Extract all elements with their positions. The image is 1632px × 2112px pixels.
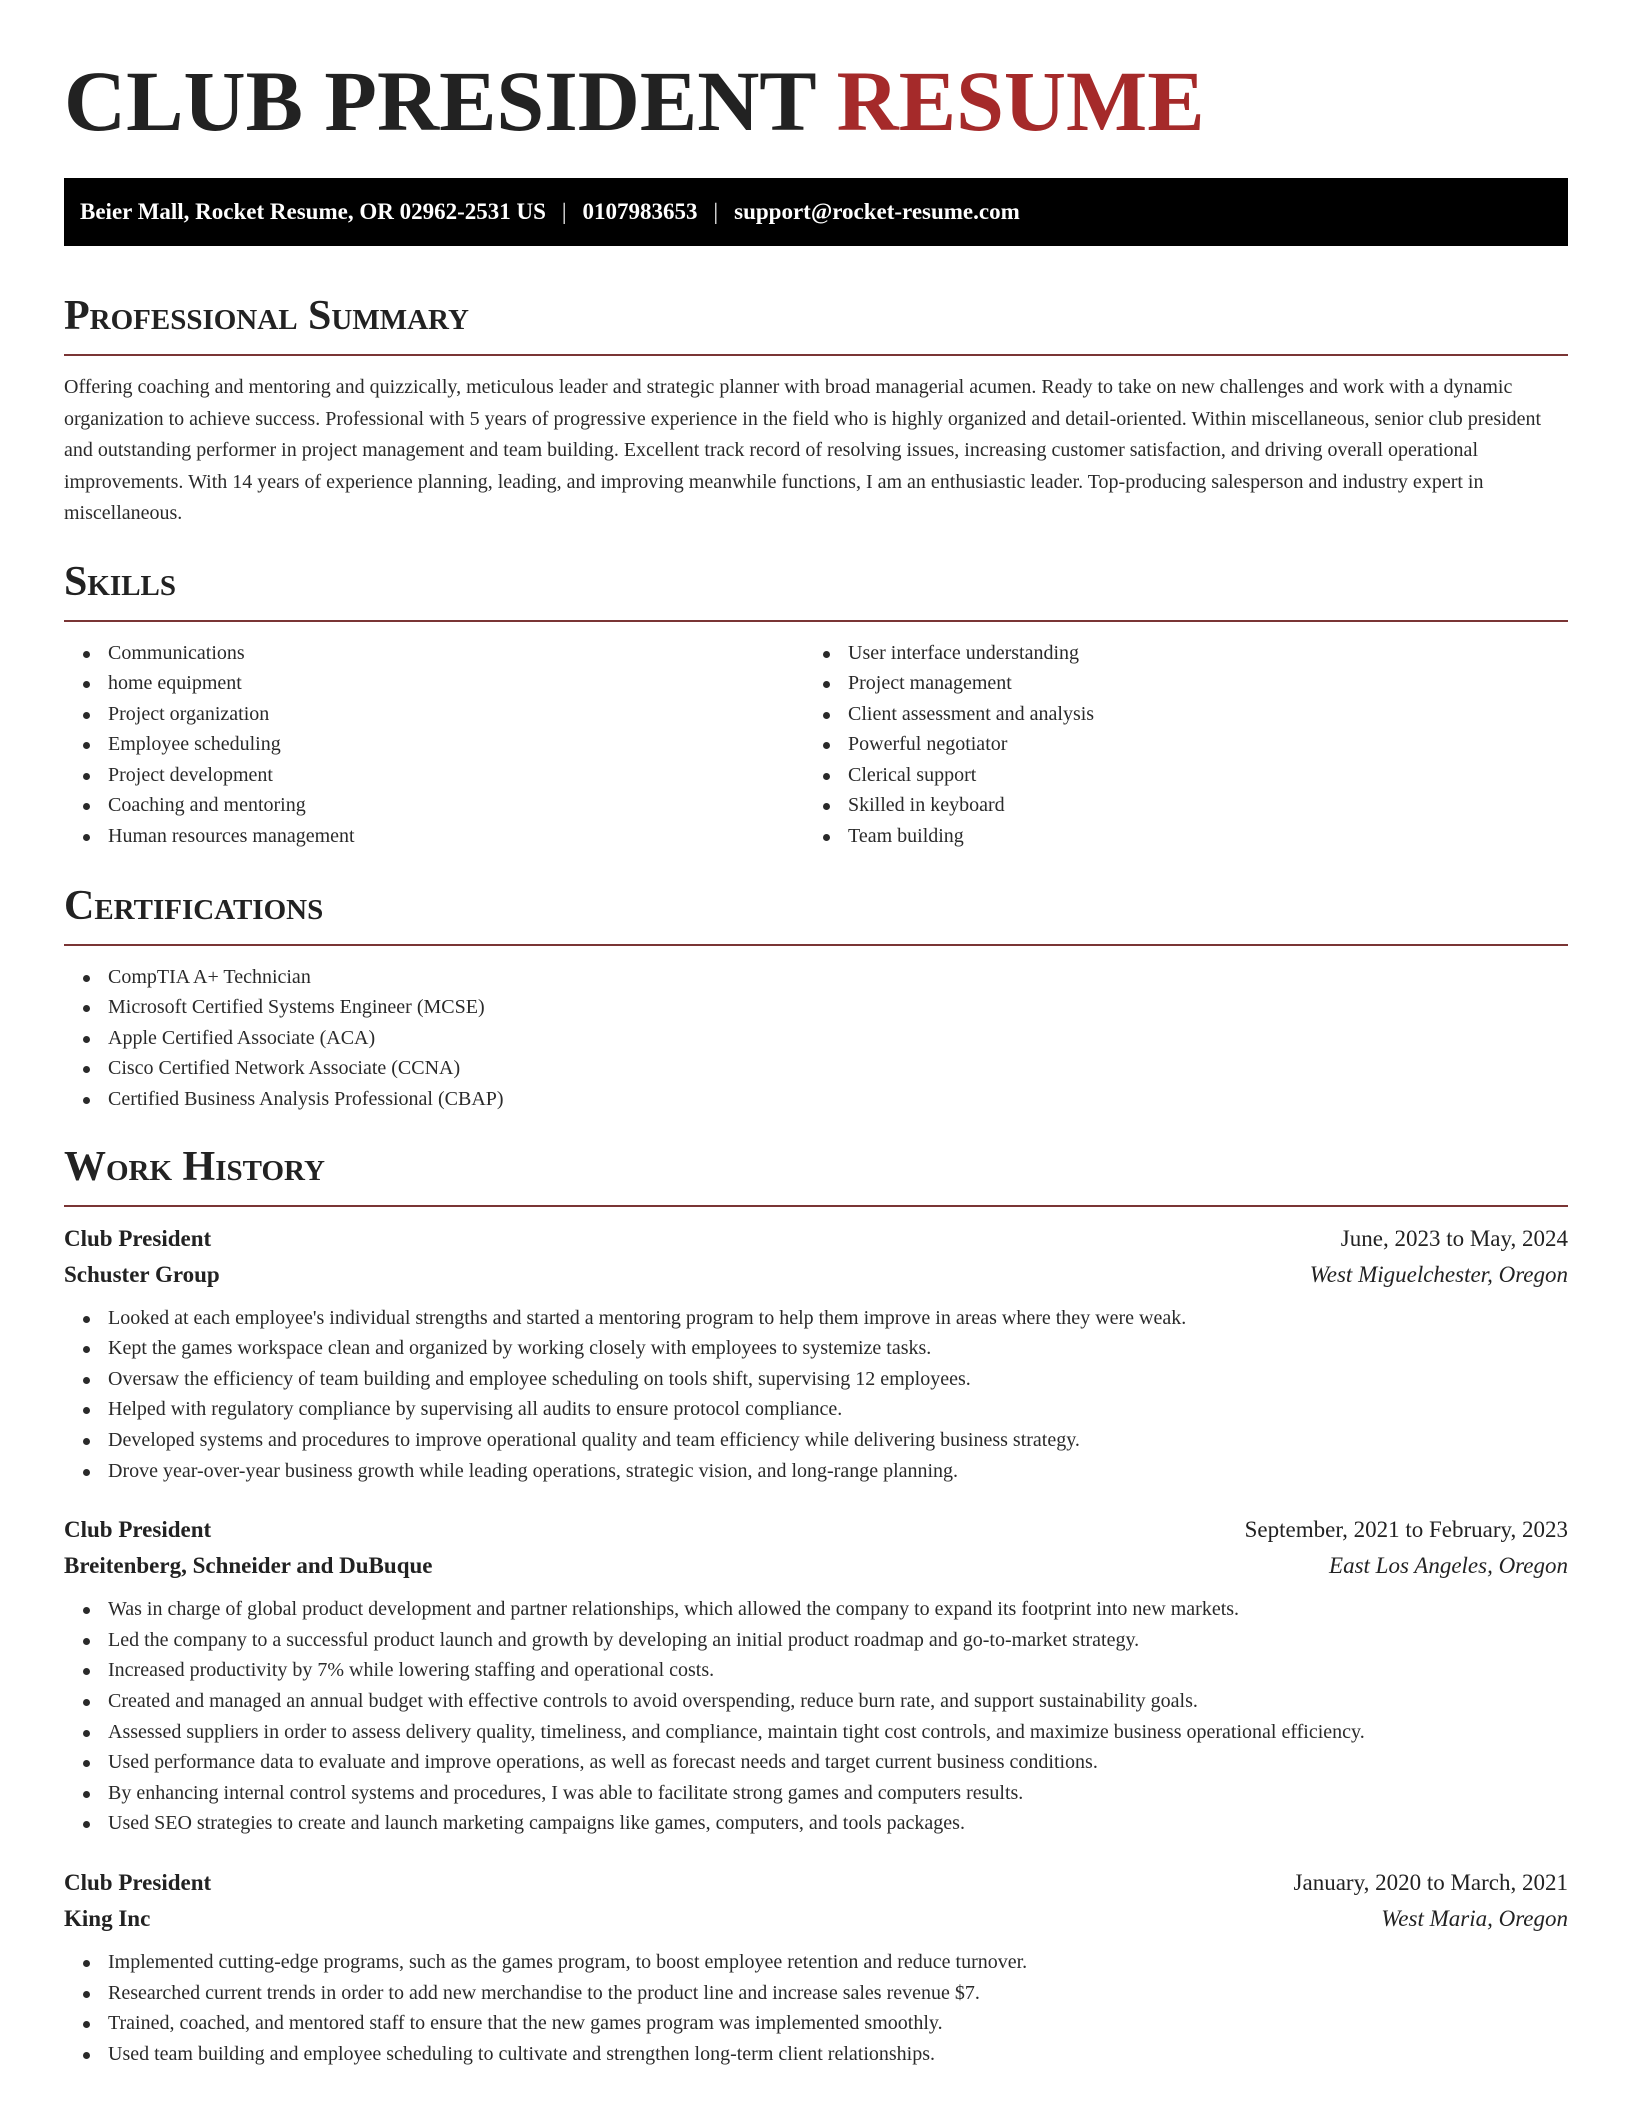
job-subheader [64, 1901, 1568, 1937]
certifications-list [64, 962, 1568, 1115]
job-bullet: Assessed suppliers in order to assess delivery quality, timeliness, and compliance, maintain tight cost controls, and maximize business operational efficiency. [64, 1717, 1568, 1748]
job-header [64, 1221, 1568, 1257]
resume-title-main: CLUB PRESIDENT [64, 53, 816, 149]
certification-item: Microsoft Certified Systems Engineer (MCSE) [64, 992, 1568, 1023]
skill-item: Powerful negotiator [804, 729, 1544, 760]
job-subheader [64, 1257, 1568, 1293]
certification-item: Cisco Certified Network Associate (CCNA) [64, 1053, 1568, 1084]
certifications-heading: Certifications [64, 882, 1568, 946]
job-header [64, 1512, 1568, 1548]
summary-section [64, 292, 1568, 530]
work-history-section [64, 1143, 1568, 2070]
job-bullet: Kept the games workspace clean and organized by working closely with employees to systemize tasks. [64, 1333, 1568, 1364]
job-bullet-list [64, 1947, 1568, 2069]
certifications-section [64, 882, 1568, 1115]
skills-list-left [64, 638, 804, 852]
job-bullet: Implemented cutting-edge programs, such as the games program, to boost employee retention and reduce turnover. [64, 1947, 1568, 1978]
skill-item: Clerical support [804, 760, 1544, 791]
job-dates: September, 2021 to February, 2023 [1244, 1517, 1568, 1543]
work-history-heading: Work History [64, 1143, 1568, 1207]
skills-list-right [804, 638, 1544, 852]
job-company: King Inc [64, 1905, 151, 1931]
contact-address: Beier Mall, Rocket Resume, OR 02962-2531 US [80, 199, 546, 224]
job-header [64, 1865, 1568, 1901]
job-entry [64, 1221, 1568, 1487]
job-entry [64, 1512, 1568, 1839]
skill-item: Project management [804, 668, 1544, 699]
job-bullet-list [64, 1594, 1568, 1839]
skill-item: home equipment [64, 668, 804, 699]
contact-email: support@rocket-resume.com [734, 199, 1020, 224]
summary-heading: Professional Summary [64, 292, 1568, 356]
skill-item: User interface understanding [804, 638, 1544, 669]
certification-item: Certified Business Analysis Professional (CBAP) [64, 1084, 1568, 1115]
job-bullet: Increased productivity by 7% while lowering staffing and operational costs. [64, 1655, 1568, 1686]
job-bullet-list [64, 1303, 1568, 1487]
certification-item: CompTIA A+ Technician [64, 962, 1568, 993]
contact-phone: 0107983653 [582, 199, 698, 224]
job-bullet: Oversaw the efficiency of team building and employee scheduling on tools shift, supervising 12 employees. [64, 1364, 1568, 1395]
job-bullet: Was in charge of global product development and partner relationships, which allowed the company to expand its footprint into new markets. [64, 1594, 1568, 1625]
job-dates: June, 2023 to May, 2024 [1340, 1225, 1568, 1251]
skill-item: Employee scheduling [64, 729, 804, 760]
job-company: Breitenberg, Schneider and DuBuque [64, 1553, 433, 1579]
skill-item: Project development [64, 760, 804, 791]
skill-item: Coaching and mentoring [64, 790, 804, 821]
contact-bar [64, 178, 1568, 246]
job-bullet: By enhancing internal control systems and procedures, I was able to facilitate strong games and computers results. [64, 1778, 1568, 1809]
job-bullet: Helped with regulatory compliance by supervising all audits to ensure protocol compliance. [64, 1394, 1568, 1425]
job-location: West Maria, Oregon [1381, 1905, 1568, 1931]
skill-item: Human resources management [64, 821, 804, 852]
job-subheader [64, 1548, 1568, 1584]
skill-item: Team building [804, 821, 1544, 852]
job-bullet: Created and managed an annual budget with effective controls to avoid overspending, reduce burn rate, and support sustainability goals. [64, 1686, 1568, 1717]
job-bullet: Looked at each employee's individual strengths and started a mentoring program to help them improve in areas where they were weak. [64, 1303, 1568, 1334]
job-title: Club President [64, 1869, 212, 1895]
contact-separator: | [561, 199, 567, 224]
skills-columns [64, 638, 1568, 852]
skills-heading: Skills [64, 558, 1568, 622]
job-company: Schuster Group [64, 1261, 220, 1287]
job-bullet: Used SEO strategies to create and launch marketing campaigns like games, computers, and tools packages. [64, 1808, 1568, 1839]
job-location: West Miguelchester, Oregon [1309, 1261, 1568, 1287]
job-bullet: Trained, coached, and mentored staff to ensure that the new games program was implemented smoothly. [64, 2008, 1568, 2039]
job-dates: January, 2020 to March, 2021 [1293, 1869, 1568, 1895]
job-title: Club President [64, 1517, 212, 1543]
job-title: Club President [64, 1225, 212, 1251]
skills-section [64, 558, 1568, 852]
job-bullet: Developed systems and procedures to improve operational quality and team efficiency while delivering business strategy. [64, 1425, 1568, 1456]
resume-title-accent: RESUME [836, 53, 1205, 149]
resume-title [64, 0, 1568, 149]
skill-item: Client assessment and analysis [804, 699, 1544, 730]
summary-text: Offering coaching and mentoring and quizzically, meticulous leader and strategic planner with broad managerial acumen. Ready to take on new challenges and work with a dynamic organization to achieve success. Professional with 5 years of progressive experience in the field who is highly organized and detail-oriented. Within miscellaneous, senior club president and outstanding performer in project management and team building. Excellent track record of resolving issues, increasing customer satisfaction, and driving overall operational improvements. With 14 years of experience planning, leading, and improving meanwhile functions, I am an enthusiastic leader. Top-producing salesperson and industry expert in miscellaneous. [64, 376, 1542, 524]
certification-item: Apple Certified Associate (ACA) [64, 1023, 1568, 1054]
job-bullet: Used team building and employee scheduling to cultivate and strengthen long-term client relationships. [64, 2039, 1568, 2070]
skill-item: Skilled in keyboard [804, 790, 1544, 821]
job-bullet: Drove year-over-year business growth while leading operations, strategic vision, and long-range planning. [64, 1456, 1568, 1487]
job-location: East Los Angeles, Oregon [1329, 1553, 1568, 1579]
skill-item: Communications [64, 638, 804, 669]
contact-separator: | [713, 199, 719, 224]
job-bullet: Used performance data to evaluate and improve operations, as well as forecast needs and target current business conditions. [64, 1747, 1568, 1778]
skill-item: Project organization [64, 699, 804, 730]
job-bullet: Led the company to a successful product launch and growth by developing an initial product roadmap and go-to-market strategy. [64, 1625, 1568, 1656]
job-bullet: Researched current trends in order to add new merchandise to the product line and increase sales revenue $7. [64, 1978, 1568, 2009]
job-entry [64, 1865, 1568, 2069]
